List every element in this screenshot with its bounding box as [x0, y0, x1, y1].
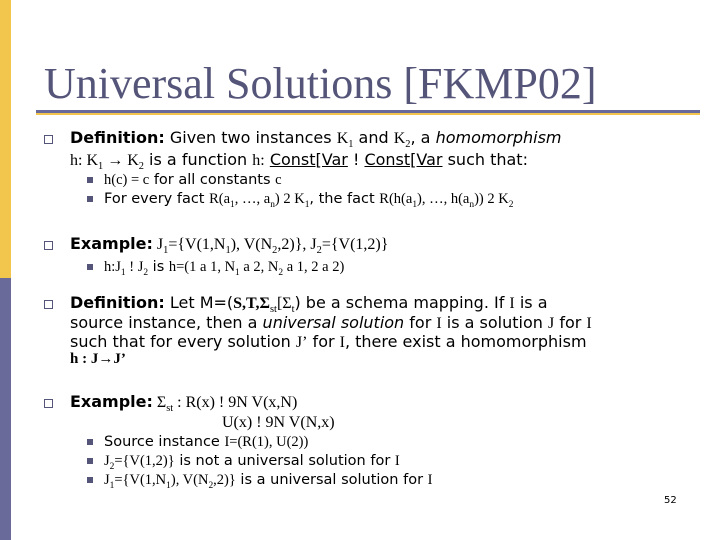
- def2-l3-e: , there exist a homomorphism: [344, 332, 587, 351]
- ex1-s-b: ! J: [125, 259, 144, 275]
- ex1-j1a: J: [152, 236, 164, 253]
- def1-l2-end: such that:: [442, 150, 528, 169]
- ex1-j1d: ,2)}, J: [277, 236, 317, 253]
- ex2-s3-d: ,2)}: [213, 472, 236, 488]
- def1-s2-c: , …, a: [234, 191, 271, 207]
- ex2-s3-b: ={V(1,N: [114, 472, 167, 488]
- ex1-s-e: a 2, N: [239, 259, 279, 275]
- def1-k1: K: [336, 130, 349, 147]
- bullet-icon: [44, 399, 53, 408]
- ex2-s1-a: Source instance: [104, 434, 225, 450]
- def2-line4: h : J→J’: [70, 351, 126, 367]
- def2-l3-c: for: [307, 332, 340, 351]
- def2-lead: Definition:: [70, 293, 165, 312]
- def2-l2-c: for: [404, 313, 437, 332]
- def1-s2-b-sub: 1: [230, 199, 235, 210]
- side-bar-slate: [0, 278, 11, 540]
- ex1-s-b-sub: 2: [143, 267, 149, 278]
- bullet-icon: [44, 241, 53, 250]
- def1-l2-c2: Const[Var: [364, 150, 443, 169]
- def2-l1-c: [Σ: [276, 295, 292, 312]
- def2-l2-g: for: [554, 313, 587, 332]
- def1-s1-c: c: [275, 172, 282, 188]
- ex2-sub3: [104, 471, 433, 495]
- def1-text-a: Given two instances: [164, 128, 337, 147]
- def2-l3-d: I: [339, 334, 345, 351]
- def1-s2-f-sub: 1: [412, 199, 418, 210]
- sub-bullet-icon: [87, 458, 93, 464]
- def2-l1-d: ) be a schema mapping. If: [294, 293, 510, 312]
- def2-l2-f: J: [548, 315, 555, 332]
- def1-k2: K: [393, 130, 406, 147]
- def2-line3: [70, 332, 587, 352]
- def2-l1-c-sub: t: [291, 304, 295, 316]
- def1-l2-arrow: → K: [103, 152, 139, 169]
- def1-k2-sub: 2: [405, 139, 411, 151]
- def2-l1-f: is a: [514, 293, 548, 312]
- def2-l2-d: I: [436, 315, 442, 332]
- def1-l2-bang: !: [347, 150, 365, 169]
- ex2-s1-b: I=(R(1), U(2)): [224, 434, 309, 450]
- def2-l2-h: I: [586, 315, 592, 332]
- ex2-s2-c: is not a universal solution for: [174, 453, 395, 469]
- ex2-rule2: U(x) ! 9N V(N,x): [222, 414, 335, 431]
- def1-s2-b: R(a: [209, 191, 231, 207]
- ex2-sub1: [104, 433, 308, 451]
- ex1-s-a-sub: 1: [120, 267, 126, 278]
- page-title: Universal Solutions [FKMP02]: [44, 59, 597, 108]
- page-number: 52: [664, 495, 677, 506]
- ex1-s-d: h=(1 a 1, N: [168, 259, 236, 275]
- ex2-sigma-sub: st: [166, 403, 174, 415]
- ex1-s-d-sub: 1: [235, 267, 240, 278]
- ex2-s2-a-sub: 2: [109, 461, 115, 472]
- def1-s2-h-sub: 2: [508, 199, 514, 210]
- ex1-j1b: ={V(1,N: [168, 236, 226, 253]
- def1-l2-h-sub: 1: [98, 161, 104, 173]
- def2-l1-a: Let M=(: [164, 293, 234, 312]
- ex2-s3-a: J: [104, 472, 110, 488]
- def1-s2-d: ) 2 K: [274, 191, 305, 207]
- ex2-lead: Example:: [70, 392, 153, 411]
- sub-bullet-icon: [87, 196, 93, 202]
- def1-lead: Definition:: [70, 128, 165, 147]
- def2-l2-e: is a solution: [441, 313, 548, 332]
- side-accent-bar: [0, 0, 11, 540]
- ex2-r1: : R(x) ! 9N V(x,N): [173, 394, 298, 411]
- ex1-lead: Example:: [70, 234, 153, 253]
- ex1-line1: [70, 234, 388, 260]
- def2-l3-b: J’: [295, 334, 308, 351]
- def1-s2-e: , the fact: [309, 191, 380, 207]
- bullet-icon: [44, 135, 53, 144]
- ex1-j1a-sub: 1: [163, 245, 169, 257]
- ex1-j1e: ={V(1,2)}: [321, 236, 389, 253]
- def2-l1-b-sub: st: [270, 304, 277, 316]
- def1-l2-h2: h:: [252, 152, 265, 169]
- ex2-s2-a: J: [104, 453, 110, 469]
- def1-and: and: [353, 128, 394, 147]
- ex1-j1b-sub: 1: [225, 245, 231, 257]
- def1-sub2: [104, 190, 513, 214]
- def1-s2-g-sub: n: [469, 199, 475, 210]
- ex1-j1d-sub: 2: [316, 245, 322, 257]
- def1-s2-d-sub: 1: [304, 199, 310, 210]
- def1-term: homomorphism: [435, 128, 562, 147]
- side-bar-yellow: [0, 0, 11, 278]
- def1-l2-arrow-sub: 2: [138, 161, 144, 173]
- def2-l1-b: S,T,Σ: [233, 295, 270, 312]
- def1-s1-a: h(c) = c: [104, 172, 150, 188]
- def2-l1-e: I: [509, 295, 515, 312]
- def1-l2-c1: Const[Var: [269, 150, 348, 169]
- ex2-s3-b-sub: 1: [166, 480, 171, 491]
- ex1-s-f: a 1, 2 a 2): [283, 259, 345, 275]
- def1-s2-c-sub: n: [270, 199, 275, 210]
- ex2-s3-c-sub: 2: [208, 480, 214, 491]
- def2-l3-a: such that for every solution: [70, 332, 296, 351]
- ex2-sigma: Σ: [152, 394, 167, 411]
- ex2-s3-e: is a universal solution for: [235, 472, 428, 488]
- ex2-s2-d: I: [394, 453, 400, 469]
- ex2-s2-b: ={V(1,2)}: [114, 453, 175, 469]
- ex2-s3-f: I: [427, 472, 433, 488]
- def1-text-b: , a: [410, 128, 436, 147]
- sub-bullet-icon: [87, 177, 93, 183]
- def2-l2-a: source instance, then a: [70, 313, 263, 332]
- ex2-s3-c: ), V(N: [170, 472, 209, 488]
- bullet-icon: [44, 300, 53, 309]
- def1-s2-a: For every fact: [104, 191, 210, 207]
- def1-sub1: [104, 171, 282, 189]
- def2-line2: [70, 313, 592, 333]
- sub-bullet-icon: [87, 264, 93, 270]
- ex1-j1c-sub: 2: [272, 245, 278, 257]
- def1-s2-h: )) 2 K: [474, 191, 509, 207]
- def2-l2-b: universal solution: [262, 313, 405, 332]
- title-underline-accent: [36, 113, 700, 115]
- ex1-s-e-sub: 2: [278, 267, 284, 278]
- def1-l2-mid: is a function: [143, 150, 253, 169]
- ex1-sub1: [104, 258, 344, 282]
- def1-l2-h: h: K: [70, 152, 98, 169]
- ex1-s-c: is: [148, 259, 169, 275]
- sub-bullet-icon: [87, 477, 93, 483]
- def1-s2-g: ), …, h(a: [417, 191, 470, 207]
- sub-bullet-icon: [87, 439, 93, 445]
- def1-s1-b: for all constants: [149, 172, 276, 188]
- def1-k1-sub: 1: [348, 139, 354, 151]
- def1-s2-f: R(h(a: [379, 191, 413, 207]
- ex1-s-a: h:J: [104, 259, 121, 275]
- ex2-s3-a-sub: 1: [109, 480, 115, 491]
- ex1-j1c: ), V(N: [230, 236, 273, 253]
